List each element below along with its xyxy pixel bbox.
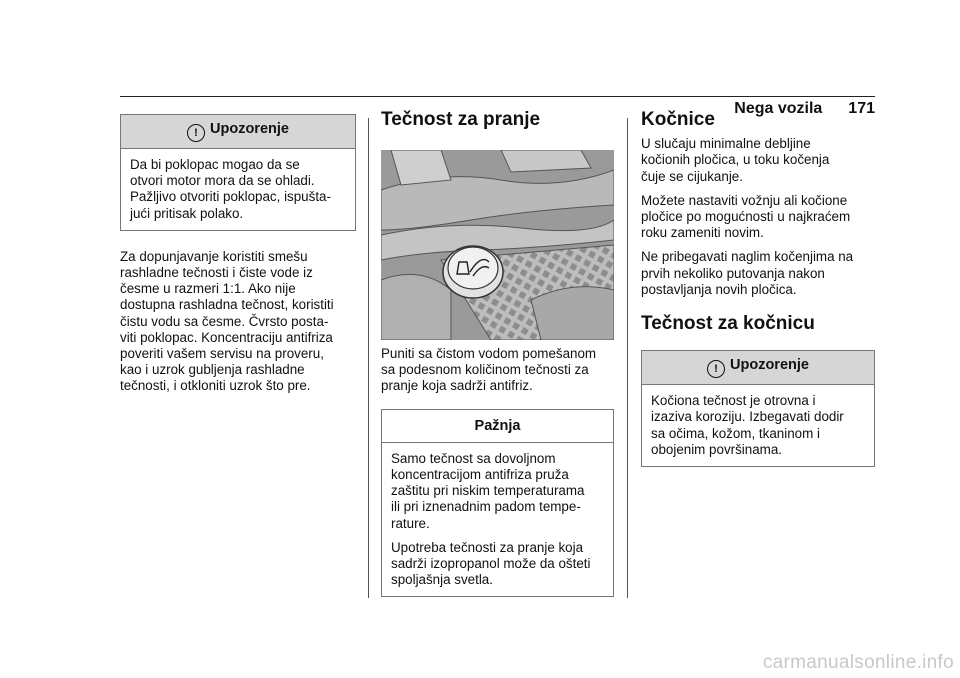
caption-line: Puniti sa čistom vodom pomešanom [381,346,597,361]
page-number: 171 [848,100,875,117]
brakes-heading: Kočnice [641,109,715,130]
caption-line: sa podesnom količinom tečnosti za [381,362,589,378]
warning-line: Da bi poklopac mogao da se [130,157,300,172]
paragraph-line: kao i uzrok gubljenja rashladne [120,362,305,378]
warning-line: Kočiona tečnost je otrovna i [651,393,816,409]
coolant-paragraph [120,249,356,395]
column-2 [381,109,614,130]
column-divider-2 [627,118,628,598]
text-line: roku zameniti novim. [641,225,764,241]
notice-line: ili pri iznenadnim padom tempe- [391,499,581,515]
paragraph-line: tečnosti, i otkloniti uzrok što pre. [120,378,311,394]
notice-line: sadrži izopropanol može da ošteti [391,556,591,572]
washer-reservoir-illustration [381,150,614,340]
warning-line: Pažljivo otvoriti poklopac, ispušta- [130,189,331,205]
notice-box [381,409,614,598]
notice-line: zaštitu pri niskim temperaturama [391,483,585,499]
notice-line: koncentracijom antifriza pruža [391,467,569,483]
warning-title: Upozorenje [210,121,289,137]
warning-header [121,115,355,149]
text-line: Možete nastaviti vožnju ali kočione [641,192,848,208]
washer-fluid-heading: Tečnost za pranje [381,109,541,130]
paragraph-line: čistu vodu sa česme. Čvrsto posta- [120,313,329,329]
notice-line: spoljašnja svetla. [391,572,493,588]
text-line: Ne pribegavati naglim kočenjima na [641,249,854,265]
warning-line: jući pritisak polako. [130,205,244,221]
column-divider-1 [368,118,369,598]
text-line: pločice po mogućnosti u najkraćem [641,209,851,225]
text-line: čuje se cijukanje. [641,168,743,184]
section-title: Nega vozila [734,100,823,117]
paragraph-line: česme u razmeri 1:1. Ako nije [120,281,296,297]
text-line: postavljanja novih pločica. [641,281,797,297]
paragraph-line: dostupna rashladna tečnost, koristiti [120,297,334,313]
notice-line: Samo tečnost sa dovoljnom [391,450,556,466]
warning-line: obojenim površinama. [651,441,782,457]
brakes-paragraph-2 [641,193,875,242]
warning-line: izaziva koroziju. Izbegavati dodir [651,409,844,425]
text-line: U slučaju minimalne debljine [641,136,811,152]
brakes-paragraph-3 [641,249,875,298]
paragraph-line: Za dopunjavanje koristiti smešu [120,248,308,264]
notice-title: Pažnja [474,417,521,434]
brake-warning-box [641,350,875,467]
caption-line: pranje koja sadrži antifriz. [381,378,533,394]
watermark: carmanualsonline.info [762,652,954,673]
warning-body [121,149,355,230]
warning-box [120,114,356,231]
notice-body [382,443,613,597]
exclamation-circle-icon: ! [707,360,725,378]
header-rule [120,96,875,97]
column-1 [120,114,356,395]
warning-title: Upozorenje [730,357,809,374]
warning-line: otvori motor mora da se ohladi. [130,173,315,189]
notice-paragraph-1 [391,451,604,532]
text-line: prvih nekoliko putovanja nakon [641,265,825,281]
exclamation-circle-icon: ! [187,124,205,142]
notice-line: rature. [391,515,430,531]
warning-body [642,385,874,466]
paragraph-line: viti poklopac. Koncentraciju antifriza [120,329,333,345]
warning-line: sa očima, kožom, tkaninom i [651,425,820,441]
warning-header [642,351,874,385]
paragraph-line: poveriti vašem servisu na proveru, [120,346,324,362]
column-2-lower [381,346,614,597]
column-3 [641,109,875,467]
paragraph-line: rashladne tečnosti i čiste vode iz [120,265,313,281]
notice-line: Upotreba tečnosti za pranje koja [391,539,584,555]
notice-paragraph-2 [391,540,604,589]
notice-header [382,410,613,443]
washer-caption [381,346,614,395]
brake-fluid-heading: Tečnost za kočnicu [641,313,815,335]
text-line: kočionih pločica, u toku kočenja [641,152,830,168]
brakes-paragraph-1 [641,136,875,185]
